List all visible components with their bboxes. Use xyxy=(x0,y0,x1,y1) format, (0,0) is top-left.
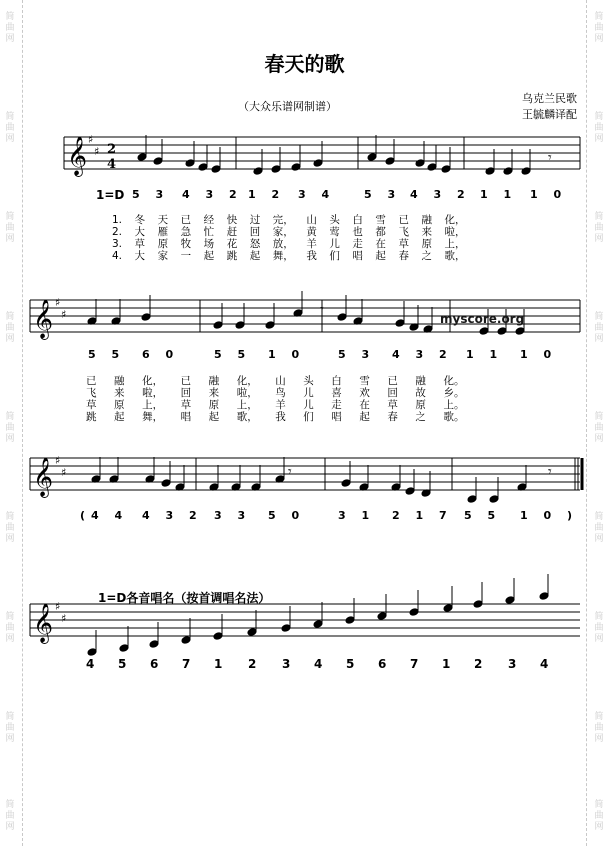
side-text: 简 曲 网 xyxy=(594,12,604,44)
note-head xyxy=(153,157,163,166)
scale-note: 6 xyxy=(378,657,387,671)
note-head xyxy=(313,159,323,168)
side-text: 简 曲 网 xyxy=(594,512,604,544)
jianpu-group: (4 4 xyxy=(80,509,129,522)
note-head xyxy=(341,479,351,488)
lyric-line: 草 原 上， 草 原 上， 羊 儿 走 在 草 原 上。 xyxy=(86,399,465,411)
key-signature-sharp: ♯ xyxy=(55,600,61,613)
jianpu-group: 1 2 xyxy=(248,188,286,201)
jianpu-group: 5 3 xyxy=(364,188,402,201)
note-head xyxy=(503,167,513,176)
lyric-line: 4. 大 家 一 起 跳 起 舞， 我 们 唱 起 春 之 歌， xyxy=(112,250,466,262)
treble-clef: 𝄞 xyxy=(33,299,54,339)
note-head xyxy=(385,157,395,166)
jianpu-group: 3 4 xyxy=(298,188,336,201)
note-head xyxy=(485,167,495,176)
note-head xyxy=(161,479,171,488)
note-head xyxy=(291,163,301,172)
side-text: 简 曲 网 xyxy=(5,612,15,644)
page-title: 春天的歌 xyxy=(264,52,345,76)
note-head xyxy=(181,636,191,645)
note-head xyxy=(87,648,97,657)
jianpu-group: 4 3 2 xyxy=(182,188,243,201)
treble-clef: 𝄞 xyxy=(67,136,88,176)
note-head xyxy=(345,616,355,625)
note-head xyxy=(211,165,221,174)
scale-note: 2 xyxy=(248,657,257,671)
scale-note: 7 xyxy=(410,657,419,671)
jianpu-group: 4 3 2 xyxy=(392,348,453,361)
note-head xyxy=(521,167,531,176)
jianpu-group: 5 5 xyxy=(214,348,252,361)
lyric-line: 2. 大 雁 急 忙 赶 回 家， 黄 莺 也 都 飞 来 啦， xyxy=(112,226,466,238)
jianpu-group: 1 0 xyxy=(530,188,568,201)
jianpu-group: 1 1 xyxy=(480,188,518,201)
scale-note: 5 xyxy=(118,657,127,671)
scale-note: 4 xyxy=(540,657,549,671)
key-label: 1=D xyxy=(96,188,125,202)
note-head xyxy=(415,159,425,168)
scale-note: 1 xyxy=(442,657,451,671)
side-text: 简 曲 网 xyxy=(594,712,604,744)
jianpu-group: 4 3 2 xyxy=(410,188,471,201)
note-head xyxy=(367,153,377,162)
jianpu-group: 4 3 2 xyxy=(142,509,203,522)
jianpu-group: 1 0 xyxy=(520,348,558,361)
side-text: 简 曲 网 xyxy=(594,800,604,832)
note-head xyxy=(213,632,223,641)
note-head xyxy=(337,313,347,322)
note-head xyxy=(409,608,419,617)
note-head xyxy=(119,644,129,653)
side-text: 简 曲 网 xyxy=(5,312,15,344)
side-text: 简 曲 网 xyxy=(5,800,15,832)
note-head xyxy=(441,165,451,174)
lyric-line: 飞 来 啦， 回 来 啦， 鸟 儿 喜 欢 回 故 乡。 xyxy=(86,387,465,399)
note-head xyxy=(515,327,525,336)
key-signature-sharp: ♯ xyxy=(55,454,61,467)
side-text: 简 曲 网 xyxy=(5,112,15,144)
origin-credit: 乌克兰民歌 xyxy=(522,92,577,105)
note-head xyxy=(427,163,437,172)
treble-clef: 𝄞 xyxy=(33,603,54,643)
note-head xyxy=(489,495,499,504)
scale-title: 1=D各音唱名（按首调唱名法） xyxy=(98,591,271,605)
note-head xyxy=(185,159,195,168)
scale-note: 7 xyxy=(182,657,191,671)
scale-note: 5 xyxy=(346,657,355,671)
note-head xyxy=(405,487,415,496)
jianpu-group: 1 0 ) xyxy=(520,509,578,522)
side-text: 简 曲 网 xyxy=(594,112,604,144)
note-head xyxy=(473,600,483,609)
lyric-line: 1. 冬 天 已 经 快 过 完， 山 头 白 雪 已 融 化， xyxy=(112,214,466,226)
side-text: 简 曲 网 xyxy=(5,712,15,744)
side-text: 简 曲 网 xyxy=(594,212,604,244)
note-head xyxy=(479,327,489,336)
scale-note: 4 xyxy=(86,657,95,671)
note-head xyxy=(247,628,257,637)
key-signature-sharp: ♯ xyxy=(61,466,67,479)
note-head xyxy=(377,612,387,621)
jianpu-group: 5 5 xyxy=(464,509,502,522)
key-signature-sharp: ♯ xyxy=(94,145,100,158)
eighth-rest: 𝄾 xyxy=(548,464,552,480)
note-head xyxy=(539,592,549,601)
lyric-line: 跳 起 舞， 唱 起 歌， 我 们 唱 起 春 之 歌。 xyxy=(86,411,465,423)
time-signature-bottom: 4 xyxy=(107,157,117,172)
note-head xyxy=(395,319,405,328)
side-text: 简 曲 网 xyxy=(594,412,604,444)
lyric-line: 已 融 化， 已 融 化， 山 头 白 雪 已 融 化。 xyxy=(86,375,465,387)
scale-note: 1 xyxy=(214,657,223,671)
jianpu-group: 5 0 xyxy=(268,509,306,522)
note-head xyxy=(497,327,507,336)
note-head xyxy=(443,604,453,613)
key-signature-sharp: ♯ xyxy=(55,296,61,309)
note-head xyxy=(141,313,151,322)
side-text: 简 曲 网 xyxy=(594,612,604,644)
note-head xyxy=(271,165,281,174)
scale-note: 4 xyxy=(314,657,323,671)
note-head xyxy=(198,163,208,172)
side-text: 简 曲 网 xyxy=(5,12,15,44)
scale-note: 3 xyxy=(508,657,517,671)
lyric-line: 3. 草 原 牧 场 花 怒 放， 羊 儿 走 在 草 原 上， xyxy=(112,238,466,250)
watermark: myscore.org xyxy=(440,312,525,326)
side-text: 简 曲 网 xyxy=(5,412,15,444)
note-head xyxy=(253,167,263,176)
key-signature-sharp: ♯ xyxy=(61,308,67,321)
side-text: 简 曲 网 xyxy=(5,212,15,244)
eighth-rest: 𝄾 xyxy=(288,464,292,480)
jianpu-group: 3 1 xyxy=(338,509,376,522)
time-signature-top: 2 xyxy=(107,142,117,157)
note-head xyxy=(149,640,159,649)
note-head xyxy=(505,596,515,605)
jianpu-group: 3 3 xyxy=(214,509,252,522)
eighth-rest: 𝄾 xyxy=(548,150,552,166)
arranger-credit: 王毓麟译配 xyxy=(522,108,577,121)
jianpu-group: 5 3 xyxy=(132,188,170,201)
side-text: 简 曲 网 xyxy=(594,312,604,344)
jianpu-group: 5 5 xyxy=(88,348,126,361)
jianpu-group: 5 3 xyxy=(338,348,376,361)
jianpu-group: 2 1 7 xyxy=(392,509,453,522)
side-text: 简 曲 网 xyxy=(5,512,15,544)
note-head xyxy=(235,321,245,330)
note-head xyxy=(265,321,275,330)
jianpu-group: 1 0 xyxy=(268,348,306,361)
key-signature-sharp: ♯ xyxy=(61,612,67,625)
note-head xyxy=(313,620,323,629)
scale-note: 3 xyxy=(282,657,291,671)
note-head xyxy=(137,153,147,162)
key-signature-sharp: ♯ xyxy=(88,133,94,146)
scale-note: 2 xyxy=(474,657,483,671)
treble-clef: 𝄞 xyxy=(33,457,54,497)
eighth-rest: 𝄾 xyxy=(320,302,324,318)
jianpu-group: 1 1 xyxy=(466,348,504,361)
jianpu-group: 6 0 xyxy=(142,348,180,361)
maker-credit: （大众乐谱网制谱） xyxy=(238,100,337,113)
note-head xyxy=(467,495,477,504)
note-head xyxy=(281,624,291,633)
scale-note: 6 xyxy=(150,657,159,671)
note-head xyxy=(213,321,223,330)
